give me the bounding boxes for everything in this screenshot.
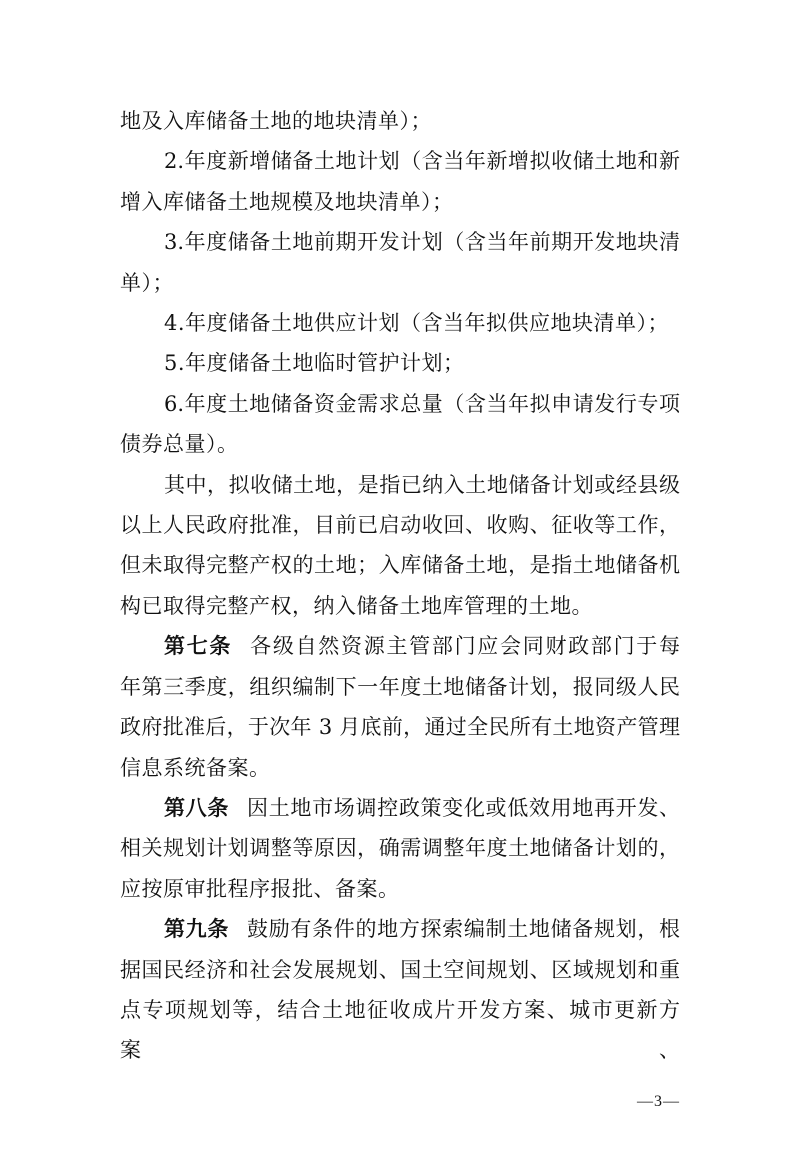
text-line bbox=[120, 828, 680, 868]
text-line bbox=[120, 141, 680, 181]
document-body bbox=[120, 0, 680, 1071]
line-text: 债券总量）。 bbox=[120, 432, 239, 457]
line-text: 点专项规划等，结合土地征收成片开发方案、城市更新方案、 bbox=[120, 997, 680, 1063]
page-footer bbox=[120, 1089, 680, 1154]
line-text: 相关规划计划调整等原因，确需调整年度土地储备计划的， bbox=[120, 836, 680, 861]
line-text: 构已取得完整产权，纳入储备土地库管理的土地。 bbox=[120, 593, 593, 618]
paragraph bbox=[120, 343, 680, 383]
text-line bbox=[120, 788, 680, 828]
text-line bbox=[120, 101, 680, 141]
line-text: 5.年度储备土地临时管护计划； bbox=[164, 351, 465, 376]
line-text: 政府批准后，于次年 3 月底前，通过全民所有土地资产管理 bbox=[120, 715, 680, 740]
article-number: 第七条 bbox=[164, 633, 233, 659]
article-paragraph bbox=[120, 788, 680, 909]
text-line bbox=[120, 869, 680, 909]
text-line bbox=[120, 465, 680, 505]
text-line bbox=[120, 343, 680, 383]
text-line bbox=[120, 909, 680, 949]
article-number: 第九条 bbox=[164, 916, 230, 942]
article-paragraph bbox=[120, 626, 680, 788]
line-text: 鼓励有条件的地方探索编制土地储备规划，根 bbox=[247, 917, 680, 942]
line-text: 据国民经济和社会发展规划、国土空间规划、区域规划和重 bbox=[120, 957, 680, 982]
text-line bbox=[120, 707, 680, 747]
line-text: 地及入库储备土地的地块清单）； bbox=[120, 109, 432, 133]
text-line bbox=[120, 990, 680, 1071]
paragraph bbox=[120, 141, 680, 222]
line-text: 各级自然资源主管部门应会同财政部门于每 bbox=[250, 634, 681, 659]
line-text: 4.年度储备土地供应计划（含当年拟供应地块清单）； bbox=[164, 311, 670, 336]
text-line bbox=[120, 748, 680, 788]
text-line bbox=[120, 626, 680, 666]
line-text: 应按原审批程序报批、备案。 bbox=[120, 876, 400, 901]
paragraph bbox=[120, 384, 680, 465]
text-line bbox=[120, 263, 680, 303]
line-text: 因土地市场调控政策变化或低效用地再开发、 bbox=[247, 795, 680, 820]
text-line bbox=[120, 384, 680, 424]
text-line bbox=[120, 586, 680, 626]
line-text: 年第三季度，组织编制下一年度土地储备计划，报同级人民 bbox=[120, 674, 680, 699]
text-line bbox=[120, 505, 680, 545]
line-text: 以上人民政府批准，目前已启动收回、收购、征收等工作， bbox=[120, 513, 680, 538]
line-text: 单）； bbox=[120, 270, 174, 295]
paragraph bbox=[120, 101, 680, 141]
text-line bbox=[120, 424, 680, 464]
text-line bbox=[120, 182, 680, 222]
text-line bbox=[120, 303, 680, 343]
text-line bbox=[120, 950, 680, 990]
line-text: 3.年度储备土地前期开发计划（含当年前期开发地块清 bbox=[164, 230, 680, 255]
page-number: —3— bbox=[637, 1092, 680, 1110]
paragraph bbox=[120, 222, 680, 303]
line-text: 2.年度新增储备土地计划（含当年新增拟收储土地和新 bbox=[164, 149, 680, 174]
line-text: 其中，拟收储土地，是指已纳入土地储备计划或经县级 bbox=[164, 472, 680, 497]
text-line bbox=[120, 222, 680, 262]
text-line bbox=[120, 545, 680, 585]
paragraph bbox=[120, 303, 680, 343]
text-line bbox=[120, 667, 680, 707]
article-number: 第八条 bbox=[164, 794, 230, 820]
paragraph bbox=[120, 465, 680, 627]
line-text: 但未取得完整产权的土地；入库储备土地，是指土地储备机 bbox=[120, 553, 680, 578]
article-paragraph bbox=[120, 909, 680, 1071]
line-text: 6.年度土地储备资金需求总量（含当年拟申请发行专项 bbox=[164, 391, 680, 416]
line-text: 增入库储备土地规模及地块清单）； bbox=[120, 189, 454, 214]
line-text: 信息系统备案。 bbox=[120, 755, 271, 780]
